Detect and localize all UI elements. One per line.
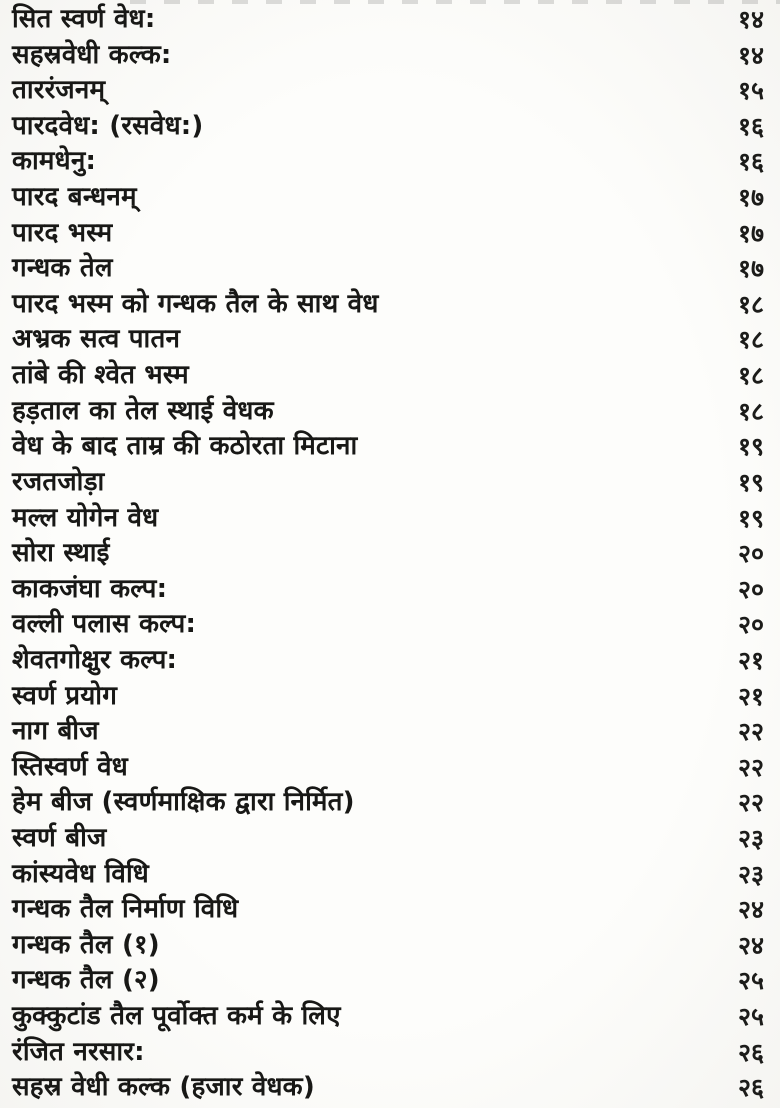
- toc-entry-page: १८: [737, 325, 764, 355]
- toc-entry-title: नाग बीज: [12, 716, 99, 747]
- toc-entry-title: कांस्यवेध विधि: [12, 858, 149, 889]
- toc-entry-title: गन्धक तैल (१): [12, 929, 160, 960]
- toc-entry-title: रजतजोड़ा: [12, 466, 105, 497]
- toc-entry-title: रंजित नरसार:: [12, 1036, 145, 1067]
- toc-entry: [12, 607, 764, 643]
- toc-entry-title: ताररंजनम्: [12, 75, 106, 106]
- toc-entry-page: २०: [737, 574, 764, 604]
- toc-entry-title: कुक्कुटांड तैल पूर्वोक्त कर्म के लिए: [12, 1001, 341, 1032]
- toc-entry: [12, 287, 764, 323]
- toc-entry-page: २६: [737, 1037, 764, 1067]
- toc-entry-title: पारद भस्म को गन्धक तैल के साथ वेध: [12, 288, 379, 319]
- toc-list: [12, 2, 764, 1106]
- toc-entry: [12, 963, 764, 999]
- toc-entry-page: १७: [737, 218, 764, 248]
- toc-entry-page: १६: [737, 147, 764, 177]
- toc-entry-page: १९: [737, 432, 764, 462]
- toc-entry-title: स्तिस्वर्ण वेध: [12, 751, 128, 782]
- toc-entry-title: सहस्र वेधी कल्क (हजार वेधक): [12, 1072, 315, 1103]
- toc-entry-title: वल्ली पलास कल्प:: [12, 609, 197, 640]
- toc-entry-page: १४: [737, 5, 764, 34]
- toc-entry: [12, 465, 764, 501]
- toc-entry: [12, 928, 764, 964]
- toc-entry-page: २५: [737, 1002, 764, 1032]
- toc-entry-title: अभ्रक सत्व पातन: [12, 324, 181, 355]
- toc-entry-page: २६: [737, 1073, 764, 1103]
- toc-entry-title: सहस्रवेधी कल्क:: [12, 39, 172, 70]
- toc-entry: [12, 394, 764, 430]
- toc-entry-title: पारदवेध: (रसवेध:): [12, 110, 204, 141]
- toc-entry: [12, 679, 764, 715]
- toc-entry: [12, 38, 764, 74]
- toc-entry: [12, 572, 764, 608]
- toc-entry-title: तांबे की श्वेत भस्म: [12, 360, 189, 391]
- toc-entry: [12, 999, 764, 1035]
- toc-entry-page: १८: [737, 361, 764, 391]
- toc-entry-page: २१: [737, 681, 764, 711]
- toc-entry-page: २०: [737, 610, 764, 640]
- toc-entry-page: २३: [737, 859, 764, 889]
- toc-entry-page: २५: [737, 966, 764, 996]
- toc-entry: [12, 750, 764, 786]
- toc-entry-title: वेध के बाद ताम्र की कठोरता मिटाना: [12, 431, 358, 462]
- toc-entry-title: हड़ताल का तेल स्थाई वेधक: [12, 395, 274, 426]
- toc-entry: [12, 536, 764, 572]
- toc-entry-page: १४: [737, 40, 764, 70]
- toc-entry: [12, 857, 764, 893]
- toc-entry-title: गन्धक तैल निर्माण विधि: [12, 894, 239, 925]
- toc-entry-page: २२: [737, 788, 764, 818]
- toc-entry-page: १७: [737, 254, 764, 284]
- toc-entry: [12, 251, 764, 287]
- toc-entry: [12, 714, 764, 750]
- toc-entry: [12, 358, 764, 394]
- toc-entry-page: १५: [737, 76, 764, 106]
- toc-entry-title: पारद बन्धनम्: [12, 182, 137, 213]
- toc-entry-page: २०: [737, 539, 764, 569]
- toc-entry-page: १६: [737, 111, 764, 141]
- toc-entry-title: स्वर्ण प्रयोग: [12, 680, 118, 711]
- toc-entry-page: १७: [737, 183, 764, 213]
- toc-entry: [12, 109, 764, 145]
- toc-entry: [12, 144, 764, 180]
- toc-entry: [12, 180, 764, 216]
- toc-entry-title: गन्धक तेल: [12, 253, 113, 284]
- toc-entry-title: गन्धक तैल (२): [12, 965, 160, 996]
- toc-entry-page: २४: [737, 930, 764, 960]
- toc-entry-title: सित स्वर्ण वेध:: [12, 4, 156, 34]
- toc-entry-title: मल्ल योगेन वेध: [12, 502, 159, 533]
- toc-entry-page: २२: [737, 752, 764, 782]
- toc-entry-page: १८: [737, 396, 764, 426]
- toc-entry: [12, 322, 764, 358]
- toc-entry-page: २१: [737, 645, 764, 675]
- toc-entry: [12, 73, 764, 109]
- toc-entry-title: कामधेनु:: [12, 146, 97, 177]
- toc-entry: [12, 1070, 764, 1106]
- toc-entry: [12, 216, 764, 252]
- toc-entry: [12, 1035, 764, 1071]
- toc-entry-title: पारद भस्म: [12, 217, 113, 248]
- toc-entry-title: सोरा स्थाई: [12, 538, 110, 569]
- toc-entry: [12, 892, 764, 928]
- toc-entry-title: हेम बीज (स्वर्णमाक्षिक द्वारा निर्मित): [12, 787, 355, 818]
- toc-entry: [12, 429, 764, 465]
- toc-entry-page: १९: [737, 503, 764, 533]
- toc-entry-title: स्वर्ण बीज: [12, 823, 107, 854]
- toc-entry-title: शेवतगोक्षुर कल्प:: [12, 644, 178, 675]
- toc-entry-page: २४: [737, 895, 764, 925]
- toc-entry: [12, 643, 764, 679]
- toc-entry: [12, 821, 764, 857]
- toc-entry: [12, 785, 764, 821]
- toc-entry-title: काकजंघा कल्प:: [12, 573, 168, 604]
- toc-entry-page: २२: [737, 717, 764, 747]
- toc-entry-page: १९: [737, 467, 764, 497]
- toc-entry: [12, 501, 764, 537]
- toc-entry-page: १८: [737, 289, 764, 319]
- toc-entry-page: २३: [737, 824, 764, 854]
- toc-entry: [12, 2, 764, 38]
